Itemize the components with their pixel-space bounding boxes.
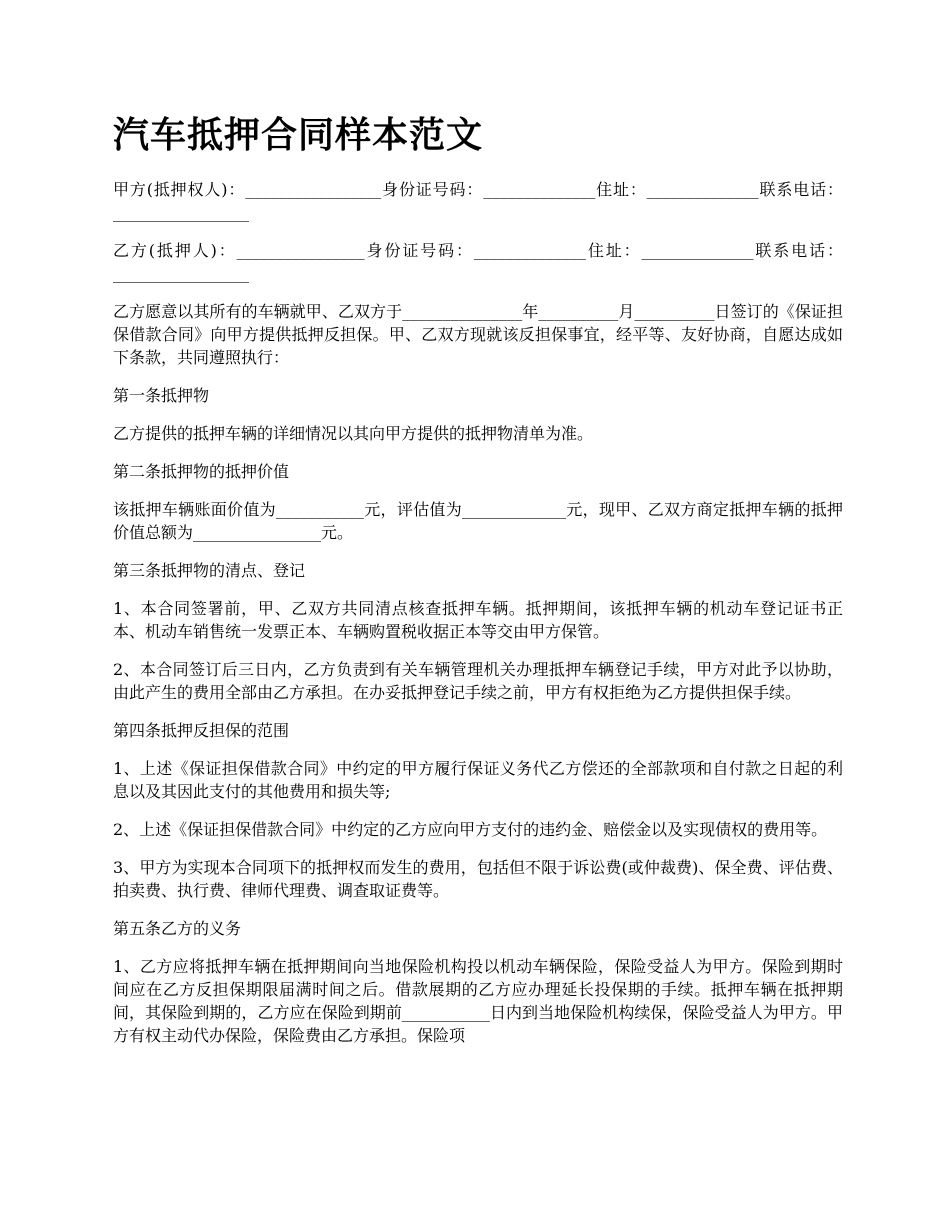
article-3-clause-1: 1、本合同签署前，甲、乙双方共同清点核查抵押车辆。抵押期间，该抵押车辆的机动车登记证书正本、机动车销售统一发票正本、车辆购置税收据正本等交由甲方保管。 bbox=[113, 599, 843, 641]
article-4-clause-2: 2、上述《保证担保借款合同》中约定的乙方应向甲方支付的违约金、赔偿金以及实现债权的费用等。 bbox=[113, 820, 828, 839]
article-3-clause-2: 2、本合同签订后三日内，乙方负责到有关车辆管理机关办理抵押车辆登记手续，甲方对此予以协助，由此产生的费用全部由乙方承担。在办妥抵押登记手续之前，甲方有权拒绝为乙方提供担保手续。 bbox=[113, 660, 843, 702]
article-4-clause-1: 1、上述《保证担保借款合同》中约定的甲方履行保证义务代乙方偿还的全部款项和自付款之日起的利息以及其因此支付的其他费用和损失等; bbox=[113, 759, 843, 801]
article-4-heading: 第四条抵押反担保的范围 bbox=[113, 721, 290, 740]
article-2-body: 该抵押车辆账面价值为___________元，评估值为_____________元，现甲、乙双方商定抵押车辆的抵押价值总额为________________元。 bbox=[113, 500, 843, 542]
article-5-heading: 第五条乙方的义务 bbox=[113, 919, 242, 938]
article-1-heading: 第一条抵押物 bbox=[113, 386, 210, 405]
party-a-info: 甲方(抵押权人)：_________________身份证号码：______________住址：______________联系电话：_________________ bbox=[113, 180, 843, 222]
article-1-body: 乙方提供的抵押车辆的详细情况以其向甲方提供的抵押物清单为准。 bbox=[113, 424, 594, 443]
document-page bbox=[113, 0, 843, 1047]
article-3-heading: 第三条抵押物的清点、登记 bbox=[113, 561, 306, 580]
preamble-paragraph: 乙方愿意以其所有的车辆就甲、乙双方于_______________年__________月__________日签订的《保证担保借款合同》向甲方提供抵押反担保。甲、乙双方现就该反担保事宜，经平等、友好协商，自愿达成如下条款，共同遵照执行： bbox=[113, 302, 843, 367]
article-5-clause-1: 1、乙方应将抵押车辆在抵押期间向当地保险机构投以机动车辆保险，保险受益人为甲方。保险到期时间应在乙方反担保期限届满时间之后。借款展期的乙方应办理延长投保期的手续。抵押车辆在抵押期间，其保险到期的，乙方应在保险到期前___________日内到当地保险机构续保，保险受益人为甲方。甲方有权主动代办保险，保险费由乙方承担。保险项 bbox=[113, 957, 843, 1045]
document-title: 汽车抵押合同样本范文 bbox=[113, 115, 484, 156]
article-4-clause-3: 3、甲方为实现本合同项下的抵押权而发生的费用，包括但不限于诉讼费(或仲裁费)、保全费、评估费、拍卖费、执行费、律师代理费、调查取证费等。 bbox=[113, 858, 843, 900]
article-2-heading: 第二条抵押物的抵押价值 bbox=[113, 462, 290, 481]
party-b-info: 乙方(抵押人)：________________身份证号码：______________住址：______________联系电话：_________________ bbox=[113, 241, 843, 283]
